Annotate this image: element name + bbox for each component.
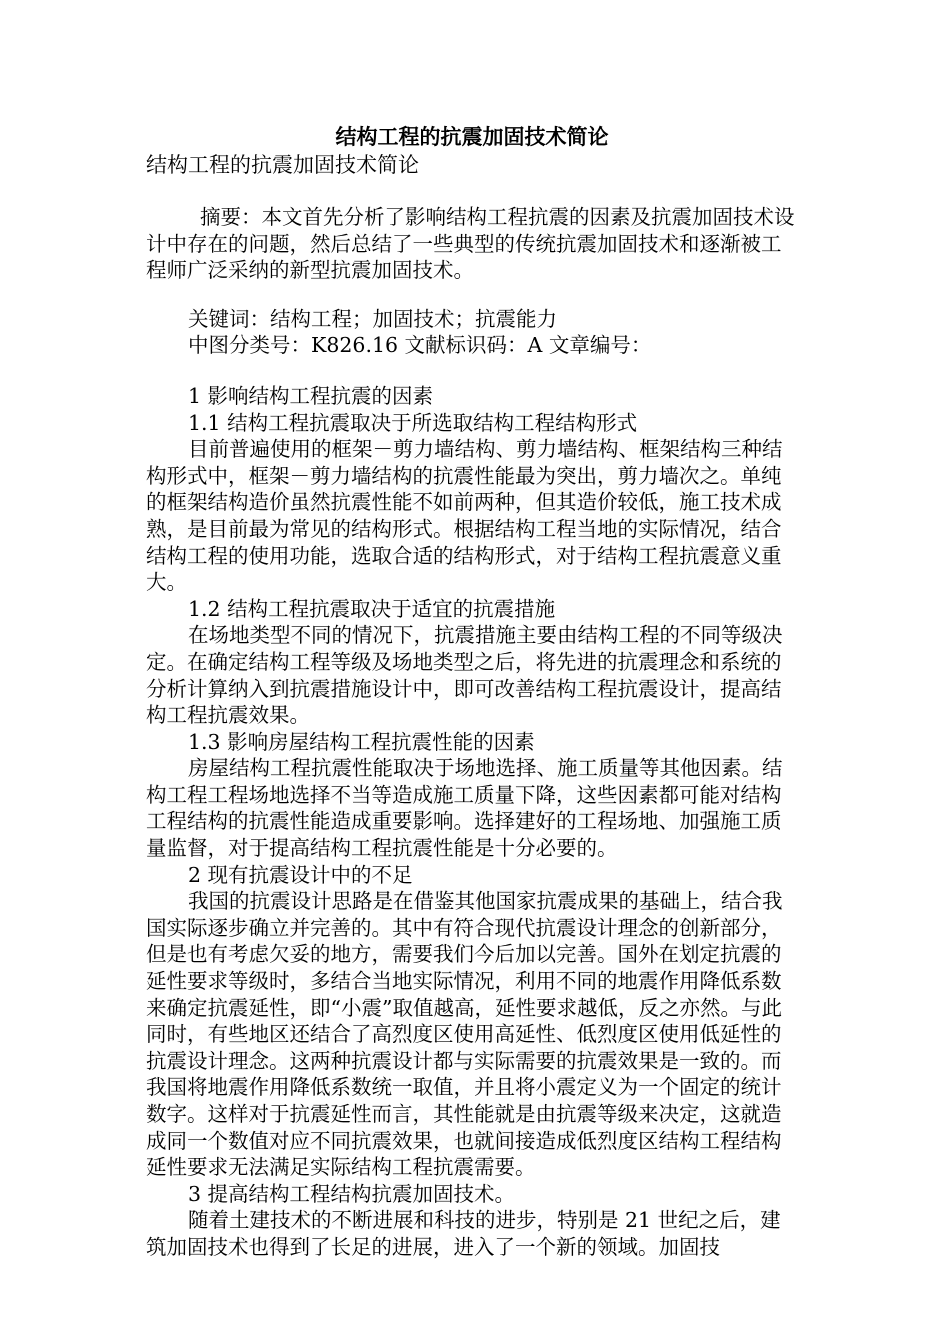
document-page (146, 122, 798, 1261)
paragraph-1-2: 在场地类型不同的情况下，抗震措施主要由结构工程的不同等级决定。在确定结构工程等级及场地类型之后，将先进的抗震理念和系统的分析计算纳入到抗震措施设计中，即可改善结构工程抗震设计，提高结构工程抗震效果。 (146, 623, 783, 728)
section-heading-2: 2 现有抗震设计中的不足 (188, 862, 413, 887)
section-heading-1: 1 影响结构工程抗震的因素 (188, 383, 434, 408)
subsection-heading-1-1: 1.1 结构工程抗震取决于所选取结构工程结构形式 (188, 410, 638, 435)
document-title: 结构工程的抗震加固技术简论 (335, 124, 609, 149)
subsection-heading-1-3: 1.3 影响房屋结构工程抗震性能的因素 (188, 729, 535, 754)
paragraph-2: 我国的抗震设计思路是在借鉴其他国家抗震成果的基础上，结合我国实际逐步确立并完善的。其中有符合现代抗震设计理念的创新部分，但是也有考虑欠妥的地方，需要我们今后加以完善。国外在划定抗震的延性要求等级时，多结合当地实际情况，利用不同的地震作用降低系数来确定抗震延性，即“小震”取值越高，延性要求越低，反之亦然。与此同时，有些地区还结合了高烈度区使用高延性、低烈度区使用低延性的抗震设计理念。这两种抗震设计都与实际需要的抗震效果是一致的。而我国将地震作用降低系数统一取值，并且将小震定义为一个固定的统计数字。这样对于抗震延性而言，其性能就是由抗震等级来决定，这就造成同一个数值对应不同抗震效果，也就间接造成低烈度区结构工程结构延性要求无法满足实际结构工程抗震需要。 (146, 889, 783, 1180)
paragraph-3: 随着土建技术的不断进展和科技的进步，特别是 21 世纪之后，建筑加固技术也得到了长足的进展，进入了一个新的领域。加固技 (146, 1208, 781, 1259)
paragraph-1-1: 目前普遍使用的框架－剪力墙结构、剪力墙结构、框架结构三种结构形式中，框架－剪力墙结构的抗震性能最为突出，剪力墙次之。单纯的框架结构造价虽然抗震性能不如前两种，但其造价较低，施工技术成熟，是目前最为常见的结构形式。根据结构工程当地的实际情况，结合结构工程的使用功能，选取合适的结构形式，对于结构工程抗震意义重大。 (146, 437, 783, 595)
abstract-paragraph: 摘要：本文首先分析了影响结构工程抗震的因素及抗震加固技术设计中存在的问题，然后总结了一些典型的传统抗震加固技术和逐渐被工程师广泛采纳的新型抗震加固技术。 (146, 205, 795, 283)
subsection-heading-1-2: 1.2 结构工程抗震取决于适宜的抗震措施 (188, 596, 556, 621)
document-subtitle: 结构工程的抗震加固技术简论 (146, 153, 419, 177)
paragraph-1-3: 房屋结构工程抗震性能取决于场地选择、施工质量等其他因素。结构工程工程场地选择不当等造成施工质量下降，这些因素都可能对结构工程结构的抗震性能造成重要影响。选择建好的工程场地、加强施工质量监督，对于提高结构工程抗震性能是十分必要的。 (146, 756, 783, 861)
section-heading-3: 3 提高结构工程结构抗震加固技术。 (188, 1181, 516, 1206)
spacer (146, 284, 798, 306)
spacer (146, 359, 798, 383)
spacer (146, 178, 798, 204)
classification-line: 中图分类号：K826.16 文献标识码：A 文章编号： (188, 333, 652, 358)
keywords-line: 关键词：结构工程；加固技术；抗震能力 (188, 306, 557, 331)
